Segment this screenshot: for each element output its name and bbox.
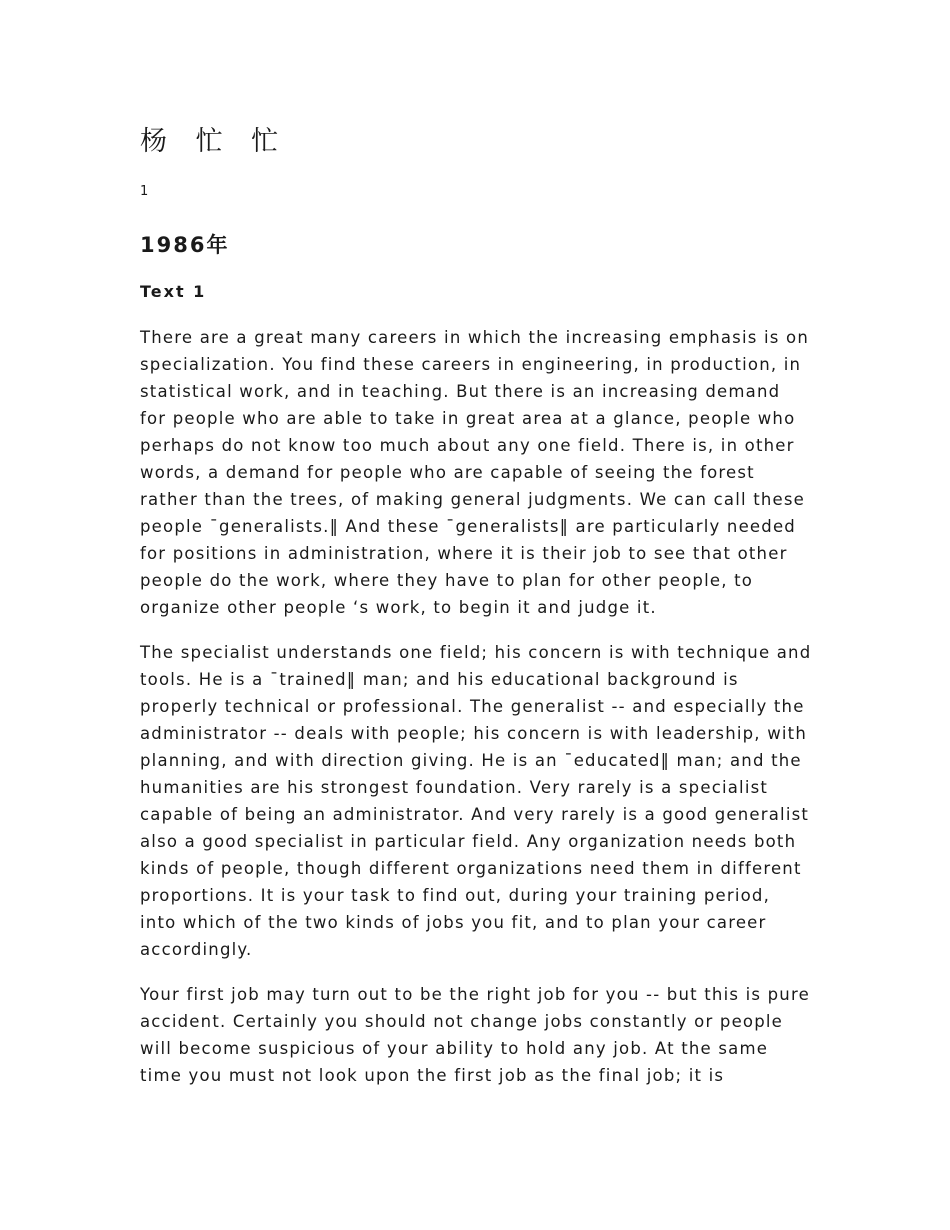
page-content [140, 120, 812, 1089]
paragraph-3: Your first job may turn out to be the right job for you -- but this is pure accident. Certainly you should not change jobs constantly or people will become suspicious of your ability to hold any job. At the same time you must not look upon the first job as the final job; it is [140, 985, 810, 1085]
page-number: 1 [140, 184, 149, 199]
year-heading: 1986年 [140, 233, 230, 257]
paragraph-1: There are a great many careers in which the increasing emphasis is on specialization. You find these careers in engineering, in production, in statistical work, and in teaching. But there is an increasing demand for people who are able to take in great area at a glance, people who perhaps do not know too much about any one field. There is, in other words, a demand for people who are capable of seeing the forest rather than the trees, of making general judgments. We can call these people ¯generalists.‖ And these ¯generalists‖ are particularly needed for positions in administration, where it is their job to see that other people do the work, where they have to plan for other people, to organize other people ‘s work, to begin it and judge it. [140, 328, 809, 617]
section-heading: Text 1 [140, 282, 207, 301]
paragraph-2: The specialist understands one field; his concern is with technique and tools. He is a ¯trained‖ man; and his educational background is properly technical or professional. The generalist -- and especially the administrator -- deals with people; his concern is with leadership, with planning, and with direction giving. He is an ¯educated‖ man; and the humanities are his strongest foundation. Very rarely is a specialist capable of being an administrator. And very rarely is a good generalist also a good specialist in particular field. Any organization needs both kinds of people, though different organizations need them in different proportions. It is your task to find out, during your training period, into which of the two kinds of jobs you fit, and to plan your career accordingly. [140, 643, 812, 959]
author-name: 杨 忙 忙 [140, 126, 289, 157]
